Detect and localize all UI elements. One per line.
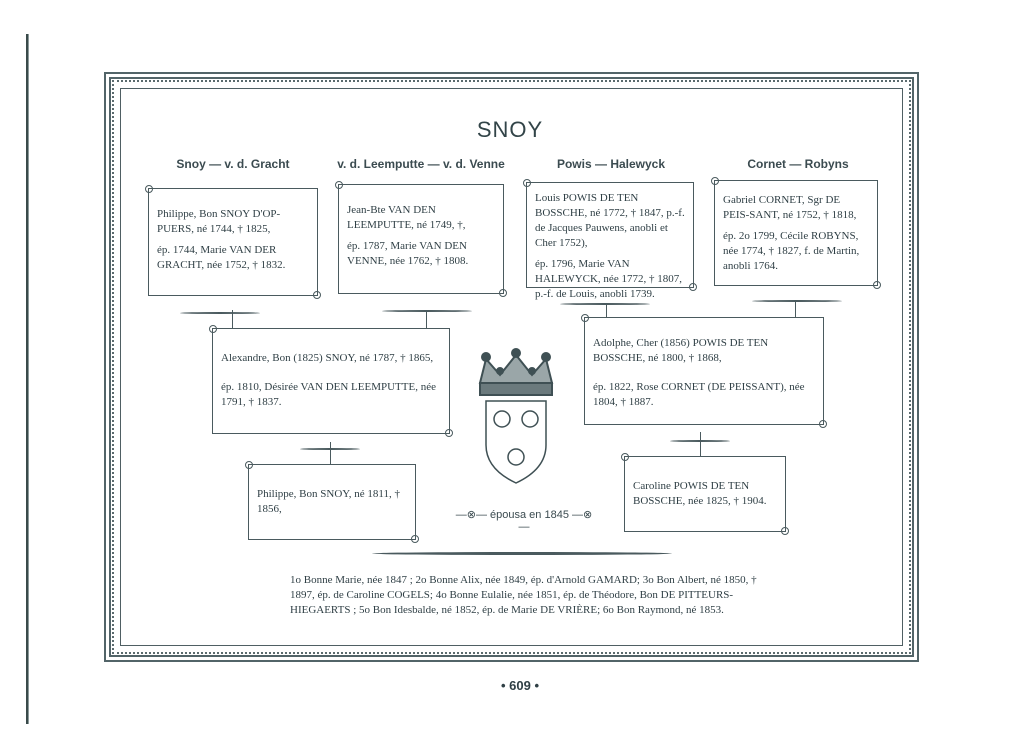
scan-edge-shadow — [28, 34, 29, 724]
connector-line — [700, 432, 701, 456]
connector-line — [426, 310, 427, 328]
connector-line — [795, 300, 796, 317]
connector-line — [330, 442, 331, 464]
person-box-jean-van-den-leemputte — [338, 184, 504, 294]
person-entry: Louis POWIS DE TEN BOSSCHE, né 1772, † 1847, p.-f. de Jacques Pauwens, anobli et Cher 1752), — [535, 192, 685, 249]
marriage-entry: ép. 2o 1799, Cécile ROBYNS, née 1774, † 1827, f. de Martin, anobli 1764. — [723, 230, 860, 272]
person-box-louis-powis — [526, 182, 694, 300]
coat-of-arms-icon — [466, 345, 566, 485]
connector-line — [232, 310, 233, 328]
column-heading-4: Cornet — Robyns — [747, 157, 849, 171]
connector-swash — [560, 303, 650, 305]
person-entry: Alexandre, Bon (1825) SNOY, né 1787, † 1865, — [221, 352, 434, 364]
column-heading-1: Snoy — v. d. Gracht — [176, 157, 290, 171]
children-notes: 1o Bonne Marie, née 1847 ; 2o Bonne Alix, née 1849, ép. d'Arnold GAMARD; 3o Bon Albert, né 1850, † 1897, ép. de Caroline COGELS; 4o Bonne Eulalie, née 1851, ép. de Théodore, Bon DE PITTEURS-HIEGAERTS ; 5o Bon Idesbalde, né 1852, ép. de Marie DE VRIÈRE; 6o Bon Raymond, né 1853. — [290, 574, 757, 616]
connector-swash — [382, 310, 472, 312]
marriage-entry: ép. 1787, Marie VAN DEN VENNE, née 1762, † 1808. — [347, 240, 469, 267]
person-box-alexandre-snoy — [212, 328, 450, 434]
page-number: • 609 • — [500, 678, 540, 693]
person-entry: Adolphe, Cher (1856) POWIS DE TEN BOSSCHE, né 1800, † 1868, — [593, 337, 769, 364]
person-box-philippe-snoy-opuers — [148, 188, 318, 296]
column-heading-2: v. d. Leemputte — v. d. Venne — [337, 157, 505, 171]
connector-swash — [180, 312, 260, 314]
person-entry: Gabriel CORNET, Sgr DE PEIS-SANT, né 1752, † 1818, — [723, 194, 857, 221]
connector-line — [606, 303, 607, 317]
person-entry: Philippe, Bon SNOY, né 1811, † 1856, — [257, 488, 401, 515]
person-entry: Caroline POWIS DE TEN BOSSCHE, née 1825, † 1904. — [633, 480, 767, 507]
marriage-entry: ép. 1744, Marie VAN DER GRACHT, née 1752, † 1832. — [157, 244, 286, 271]
person-box-philippe-snoy — [248, 464, 416, 540]
marriage-entry: ép. 1796, Marie VAN HALEWYCK, née 1772, † 1807, p.-f. de Louis, anobli 1739. — [535, 258, 682, 300]
person-box-gabriel-cornet — [714, 180, 878, 286]
page-title: SNOY — [476, 117, 544, 142]
person-entry: Jean-Bte VAN DEN LEEMPUTTE, né 1749, †, — [347, 204, 466, 231]
person-box-adolphe-powis — [584, 317, 824, 425]
person-entry: Philippe, Bon SNOY D'OP-PUERS, né 1744, † 1825, — [157, 208, 281, 235]
person-box-caroline-powis — [624, 456, 786, 532]
divider-swash — [372, 552, 672, 555]
marriage-entry: ép. 1822, Rose CORNET (DE PEISSANT), née 1804, † 1887. — [593, 381, 805, 408]
marriage-entry: ép. 1810, Désirée VAN DEN LEEMPUTTE, née 1791, † 1837. — [221, 381, 436, 408]
connector-swash — [752, 300, 842, 302]
column-heading-3: Powis — Halewyck — [556, 157, 666, 171]
marriage-connector-label: —⊗— épousa en 1845 —⊗— — [455, 509, 593, 533]
